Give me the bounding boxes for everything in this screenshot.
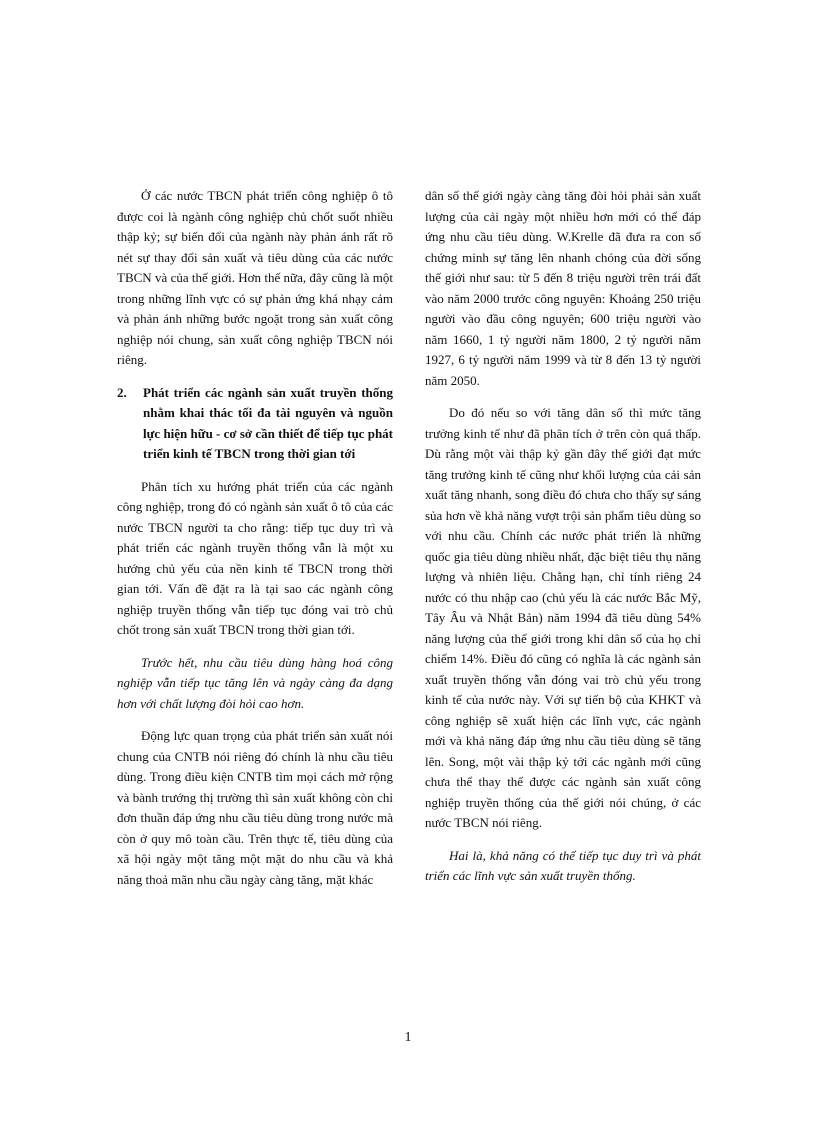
paragraph: Động lực quan trọng của phát triển sản xuất nói chung của CNTB nói riêng đó chính là nhu cầu tiêu dùng. Trong điều kiện CNTB tìm mọi cách mở rộng và bành trướng thị trường thì sản xuất không còn chỉ đơn thuần đáp ứng nhu cầu tiêu dùng trong nước mà còn ở quy mô toàn cầu. Trên thực tế, tiêu dùng của xã hội ngày một tăng một mặt do nhu cầu và khả năng thoả mãn nhu cầu ngày càng tăng, mặt khác [117,728,393,887]
section-number: 2. [117,384,127,400]
section-title: Phát triển các ngành sản xuất truyền thống nhằm khai thác tối đa tài nguyên và nguồn lực hiện hữu - cơ sở cần thiết để tiếp tục phát triển kinh tế TBCN trong thời gian tới [143,384,393,461]
paragraph: Do đó nếu so với tăng dân số thì mức tăng trưởng kinh tế như đã phân tích ở trên còn quá thấp. Dù rằng một vài thập kỷ gần đây thế giới đạt mức tăng trưởng kinh tế cũng như khối lượng của cải sản xuất tăng nhanh, song điều đó chưa cho thấy sự sáng sủa hơn về khả năng vượt trội sản phẩm tiêu dùng so với nhu cầu. Chính các nước phát triển là những quốc gia tiêu dùng nhiều nhất, đặc biệt tiêu thụ năng lượng và nhiên liệu. Chẳng hạn, chỉ tính riêng 24 nước có thu nhập cao (chủ yếu là các nước Bắc Mỹ, Tây Âu và Nhật Bản) năm 1994 đã tiêu dùng 54% năng lượng của thế giới trong khi dân số của họ chỉ chiếm 14%. Điều đó cũng có nghĩa là các ngành sản xuất truyền thống vẫn đóng vai trò chủ yếu trong kinh tế của nước này. Với sự tiến bộ của KHKT và công nghiệp sẽ xuất hiện các lĩnh vực, các ngành mới và khả năng đáp ứng nhu cầu tiêu dùng sẽ tăng lên. Song, một vài thập kỷ tới các ngành mới cũng chưa thể thay thế được các ngành sản xuất công nghiệp truyền thống của thế giới nói chúng, ở các nước TBCN nói riêng. [425,405,701,830]
left-column [117,186,393,902]
page-number: 1 [404,1030,412,1045]
italic-paragraph: Trước hết, nhu cầu tiêu dùng hàng hoá công nghiệp vẫn tiếp tục tăng lên và ngày càng đa dạng hơn với chất lượng đòi hỏi cao hơn. [117,654,393,711]
paragraph-continued: dân số thế giới ngày càng tăng đòi hỏi phải sản xuất lượng của cải ngày một nhiều hơn mới có thể đáp ứng nhu cầu tiêu dùng. W.Krelle đã đưa ra con số chứng minh sự tăng lên nhanh chóng của đời sống thế giới như sau: từ 5 đến 8 triệu người trên trái đất vào năm 2000 trước công nguyên: Khoảng 250 triệu người vào đầu công nguyên; 600 triệu người vào năm 1660, 1 tỷ người năm 1800, 2 tỷ người năm 1927, 6 tỷ người năm 1999 và từ 8 đến 13 tỷ người năm 2050. [425,188,701,388]
right-column [425,186,701,899]
italic-paragraph: Hai là, khả năng có thể tiếp tục duy trì và phát triển các lĩnh vực sản xuất truyền thống. [425,847,701,883]
section-heading [117,383,393,465]
paragraph: Ở các nước TBCN phát triển công nghiệp ô tô được coi là ngành công nghiệp chủ chốt suốt nhiều thập kỷ; sự biến đổi của ngành này phản ánh rất rõ nét sự thay đổi sản xuất và tiêu dùng của các nước TBCN và của thế giới. Hơn thế nữa, đây cũng là một trong những lĩnh vực có sự phản ứng khá nhạy cảm và phản ánh những bước ngoặt trong sản xuất công nghiệp nói chung, sản xuất công nghiệp TBCN nói riêng. [117,188,393,367]
paragraph: Phân tích xu hướng phát triển của các ngành công nghiệp, trong đó có ngành sản xuất ô tô của các nước TBCN người ta cho rằng: tiếp tục duy trì và phát triển các ngành truyền thống vẫn là một xu hướng chủ yếu của nền kinh tế TBCN trong thời gian tới. Vấn đề đặt ra là tại sao các ngành công nghiệp truyền thống vẫn tiếp tục đóng vai trò chủ chốt trong sản xuất TBCN trong thời gian tới. [117,478,393,637]
